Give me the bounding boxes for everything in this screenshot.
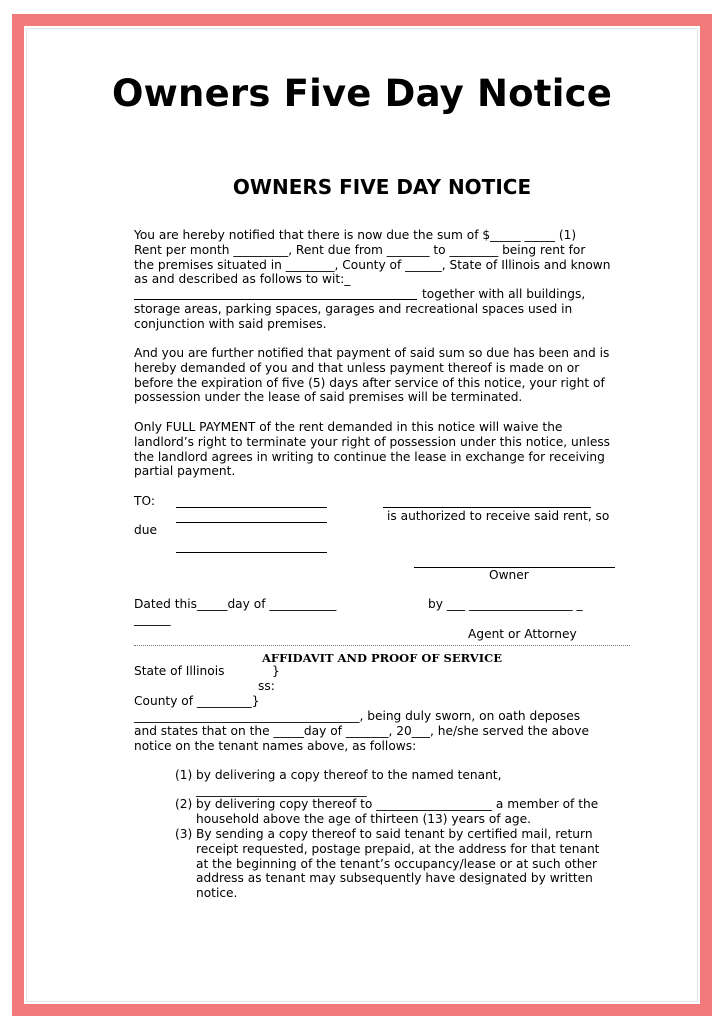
agent-label: Agent or Attorney bbox=[468, 627, 577, 641]
to-label: TO: bbox=[134, 494, 155, 508]
text-line: the landlord agrees in writing to continue the lease in exchange for receiving bbox=[134, 449, 605, 464]
text-line: ____________________________ bbox=[196, 782, 367, 797]
text-line: conjunction with said premises. bbox=[134, 316, 327, 331]
authorized-person-line bbox=[383, 507, 591, 508]
tenant-name-line bbox=[176, 507, 327, 508]
text-line bbox=[134, 287, 634, 302]
paragraph-rent-due bbox=[134, 228, 634, 332]
text-line: notice on the tenant names above, as follows: bbox=[134, 738, 417, 753]
due-text: due bbox=[134, 523, 157, 537]
item-number: (3) bbox=[175, 827, 193, 841]
by-text: by ___ _________________ _ bbox=[428, 597, 583, 611]
item-number: (1) bbox=[175, 768, 193, 782]
text-line: You are hereby notified that there is now due the sum of $_____ _____ (1) bbox=[134, 228, 577, 242]
county-text: County of _________} bbox=[134, 694, 260, 708]
text-line: landlord’s right to terminate your right of possession under this notice, unless bbox=[134, 434, 611, 449]
authorized-text: is authorized to receive said rent, so bbox=[387, 509, 610, 523]
owner-label: Owner bbox=[489, 568, 529, 582]
brace: } bbox=[272, 664, 280, 678]
section-divider bbox=[134, 645, 630, 646]
text-line: the premises situated in ________, County of ______, State of Illinois and known bbox=[134, 257, 611, 272]
text-line: address as tenant may subsequently have designated by written bbox=[196, 871, 593, 886]
text-line: notice. bbox=[196, 886, 238, 901]
text-line: at the beginning of the tenant’s occupancy/lease or at such other bbox=[196, 856, 597, 871]
text-line: Only FULL PAYMENT of the rent demanded in this notice will waive the bbox=[134, 420, 563, 434]
text-line: _____________________________________, being duly sworn, on oath deposes bbox=[134, 709, 581, 723]
dated-text: Dated this_____day of ___________ bbox=[134, 597, 337, 611]
tenant-city-line bbox=[176, 552, 327, 553]
tenant-address-line bbox=[176, 522, 327, 523]
banner-title: Owners Five Day Notice bbox=[112, 72, 612, 115]
text-line: together with all buildings, bbox=[422, 287, 586, 302]
text-line: hereby demanded of you and that unless payment thereof is made on or bbox=[134, 360, 580, 375]
state-text: State of Illinois bbox=[134, 664, 225, 678]
document-title: OWNERS FIVE DAY NOTICE bbox=[232, 175, 532, 199]
text-line: partial payment. bbox=[134, 464, 236, 479]
text-line: And you are further notified that payment of said sum so due has been and is bbox=[134, 346, 610, 360]
text-line: and states that on the _____day of _______, 20___, he/she served the above bbox=[134, 723, 589, 738]
paragraph-demand bbox=[134, 346, 634, 405]
text-line: household above the age of thirteen (13) years of age. bbox=[196, 811, 532, 826]
text-line: by delivering a copy thereof to the named tenant, bbox=[196, 768, 502, 782]
blank-line bbox=[134, 299, 417, 300]
affidavit-title: AFFIDAVIT AND PROOF OF SERVICE bbox=[262, 651, 502, 665]
text-line: by delivering copy thereof to ___________________ a member of the bbox=[196, 797, 599, 811]
ss-text: ss: bbox=[258, 679, 275, 693]
text-line: before the expiration of five (5) days after service of this notice, your right of bbox=[134, 375, 605, 390]
dated-continuation: ______ bbox=[134, 612, 171, 626]
text-line: as and described as follows to wit:_ bbox=[134, 272, 351, 287]
text-line: Rent per month _________, Rent due from _______ to ________ being rent for bbox=[134, 242, 586, 257]
text-line: By sending a copy thereof to said tenant by certified mail, return bbox=[196, 827, 593, 841]
item-number: (2) bbox=[175, 797, 193, 811]
text-line: receipt requested, postage prepaid, at the address for that tenant bbox=[196, 841, 600, 856]
text-line: possession under the lease of said premises will be terminated. bbox=[134, 390, 523, 405]
text-line: storage areas, parking spaces, garages and recreational spaces used in bbox=[134, 301, 573, 316]
sworn-statement bbox=[134, 709, 644, 753]
paragraph-full-payment bbox=[134, 420, 634, 479]
